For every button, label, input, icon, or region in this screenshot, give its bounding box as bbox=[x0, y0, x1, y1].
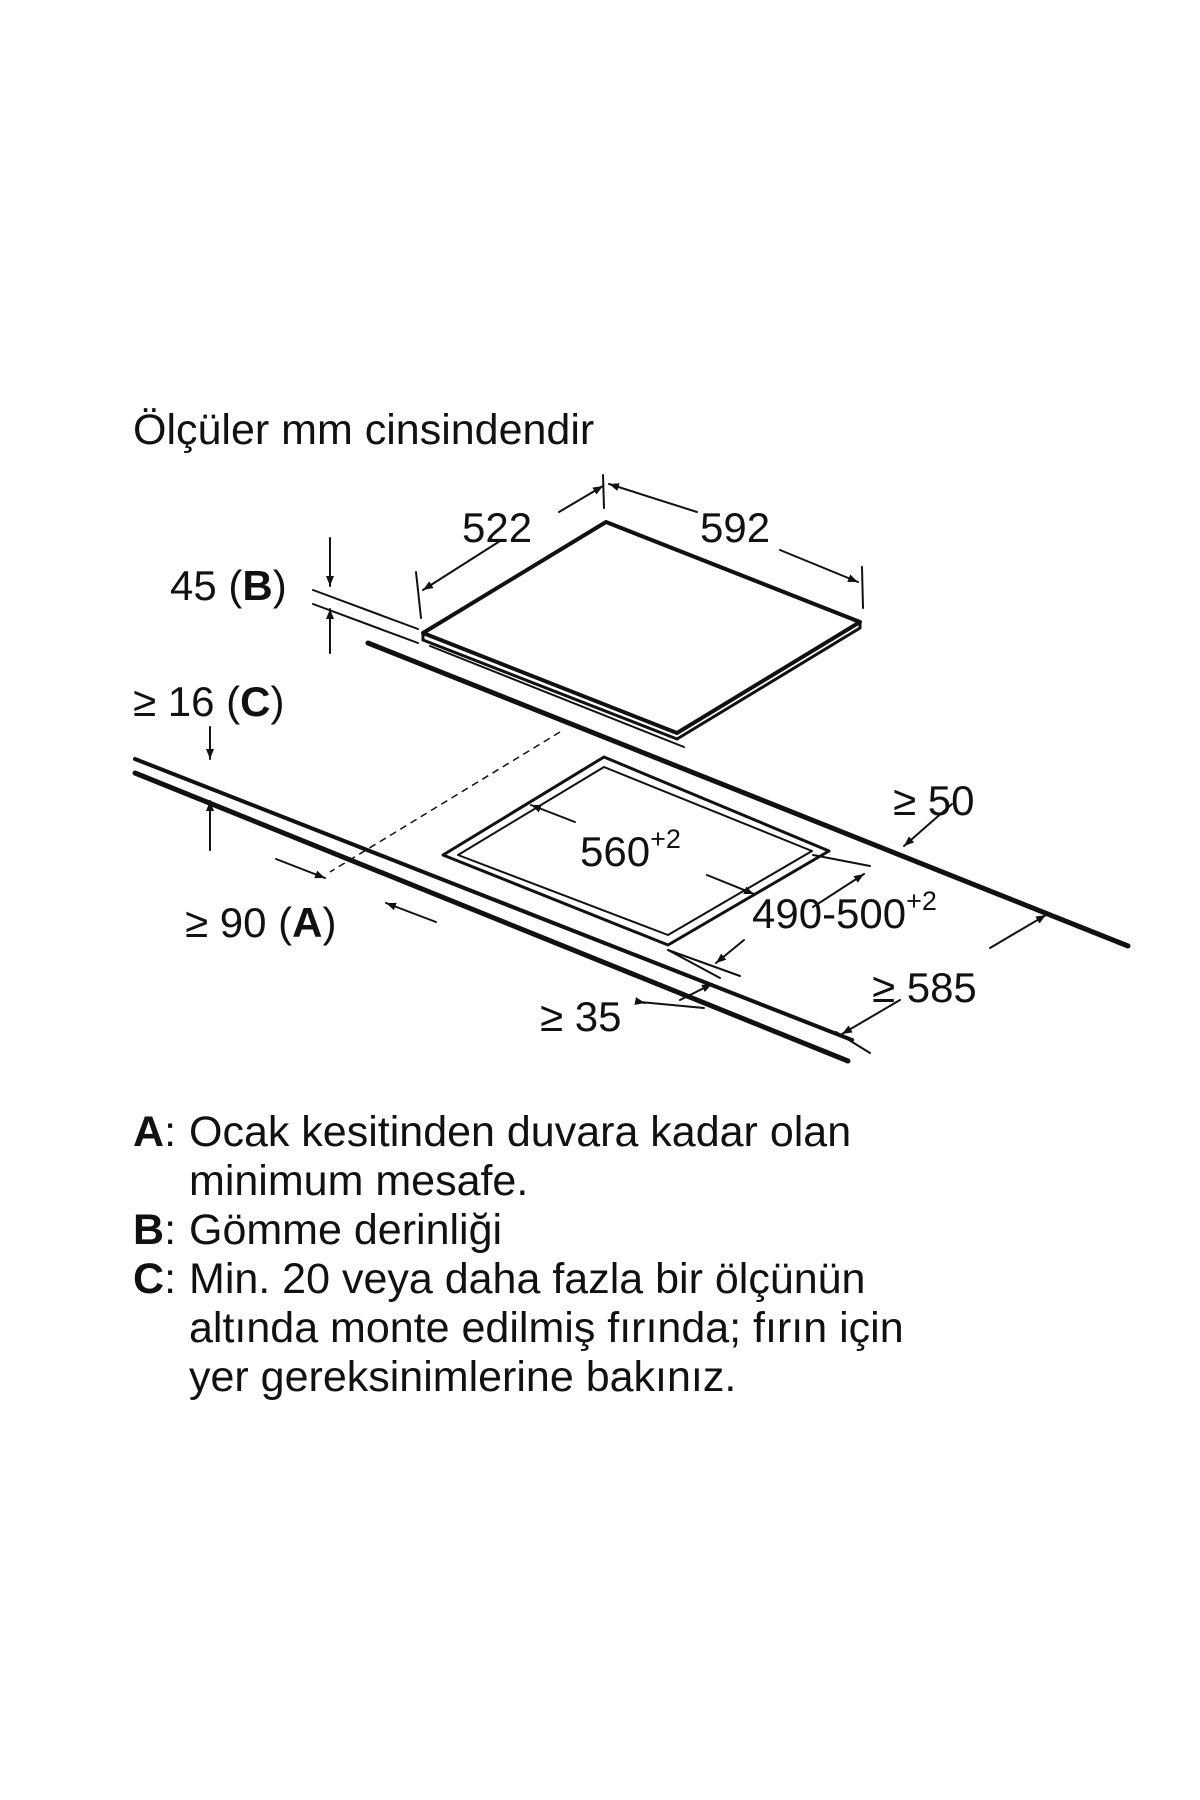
legend-sep: : bbox=[164, 1108, 177, 1156]
legend-item-a bbox=[133, 1108, 1133, 1206]
legend-item-b bbox=[133, 1206, 1133, 1255]
dimension-35-arrows bbox=[640, 950, 720, 1008]
legend-text: Gömme derinliği bbox=[189, 1206, 503, 1254]
dimension-522-label: 522 bbox=[462, 504, 533, 551]
dimension-490-500-label: $490-500^{+2}$ bbox=[752, 886, 937, 937]
legend bbox=[133, 1108, 1133, 1402]
dimension-45-arrows bbox=[313, 538, 418, 653]
dimension-45-label: 45 (B) bbox=[170, 562, 287, 609]
dimension-50-label: ≥ 50 bbox=[893, 777, 975, 824]
legend-key: B bbox=[133, 1206, 165, 1254]
dimension-560-label: $560^{+2}$ bbox=[580, 824, 681, 875]
dimension-16-label: ≥ 16 (C) bbox=[133, 678, 285, 725]
diagram-title: Ölçüler mm cinsindendir bbox=[133, 406, 595, 454]
legend-key: C bbox=[133, 1255, 165, 1303]
dimension-585-label: ≥ 585 bbox=[872, 964, 977, 1011]
legend-sep: : bbox=[164, 1255, 177, 1303]
dimension-90-label: ≥ 90 (A) bbox=[185, 899, 337, 946]
legend-item-c bbox=[133, 1255, 1133, 1402]
legend-sep: : bbox=[164, 1206, 177, 1254]
legend-text: Min. 20 veya daha fazla bir ölçünün altında monte edilmiş fırında; fırın için yer gereksinimlerine bakınız. bbox=[189, 1255, 904, 1401]
legend-text: Ocak kesitinden duvara kadar olan minimum mesafe. bbox=[189, 1108, 852, 1205]
dimension-592-label: 592 bbox=[700, 504, 771, 551]
legend-key: A bbox=[133, 1108, 165, 1156]
dimension-35-label: ≥ 35 bbox=[540, 993, 622, 1040]
